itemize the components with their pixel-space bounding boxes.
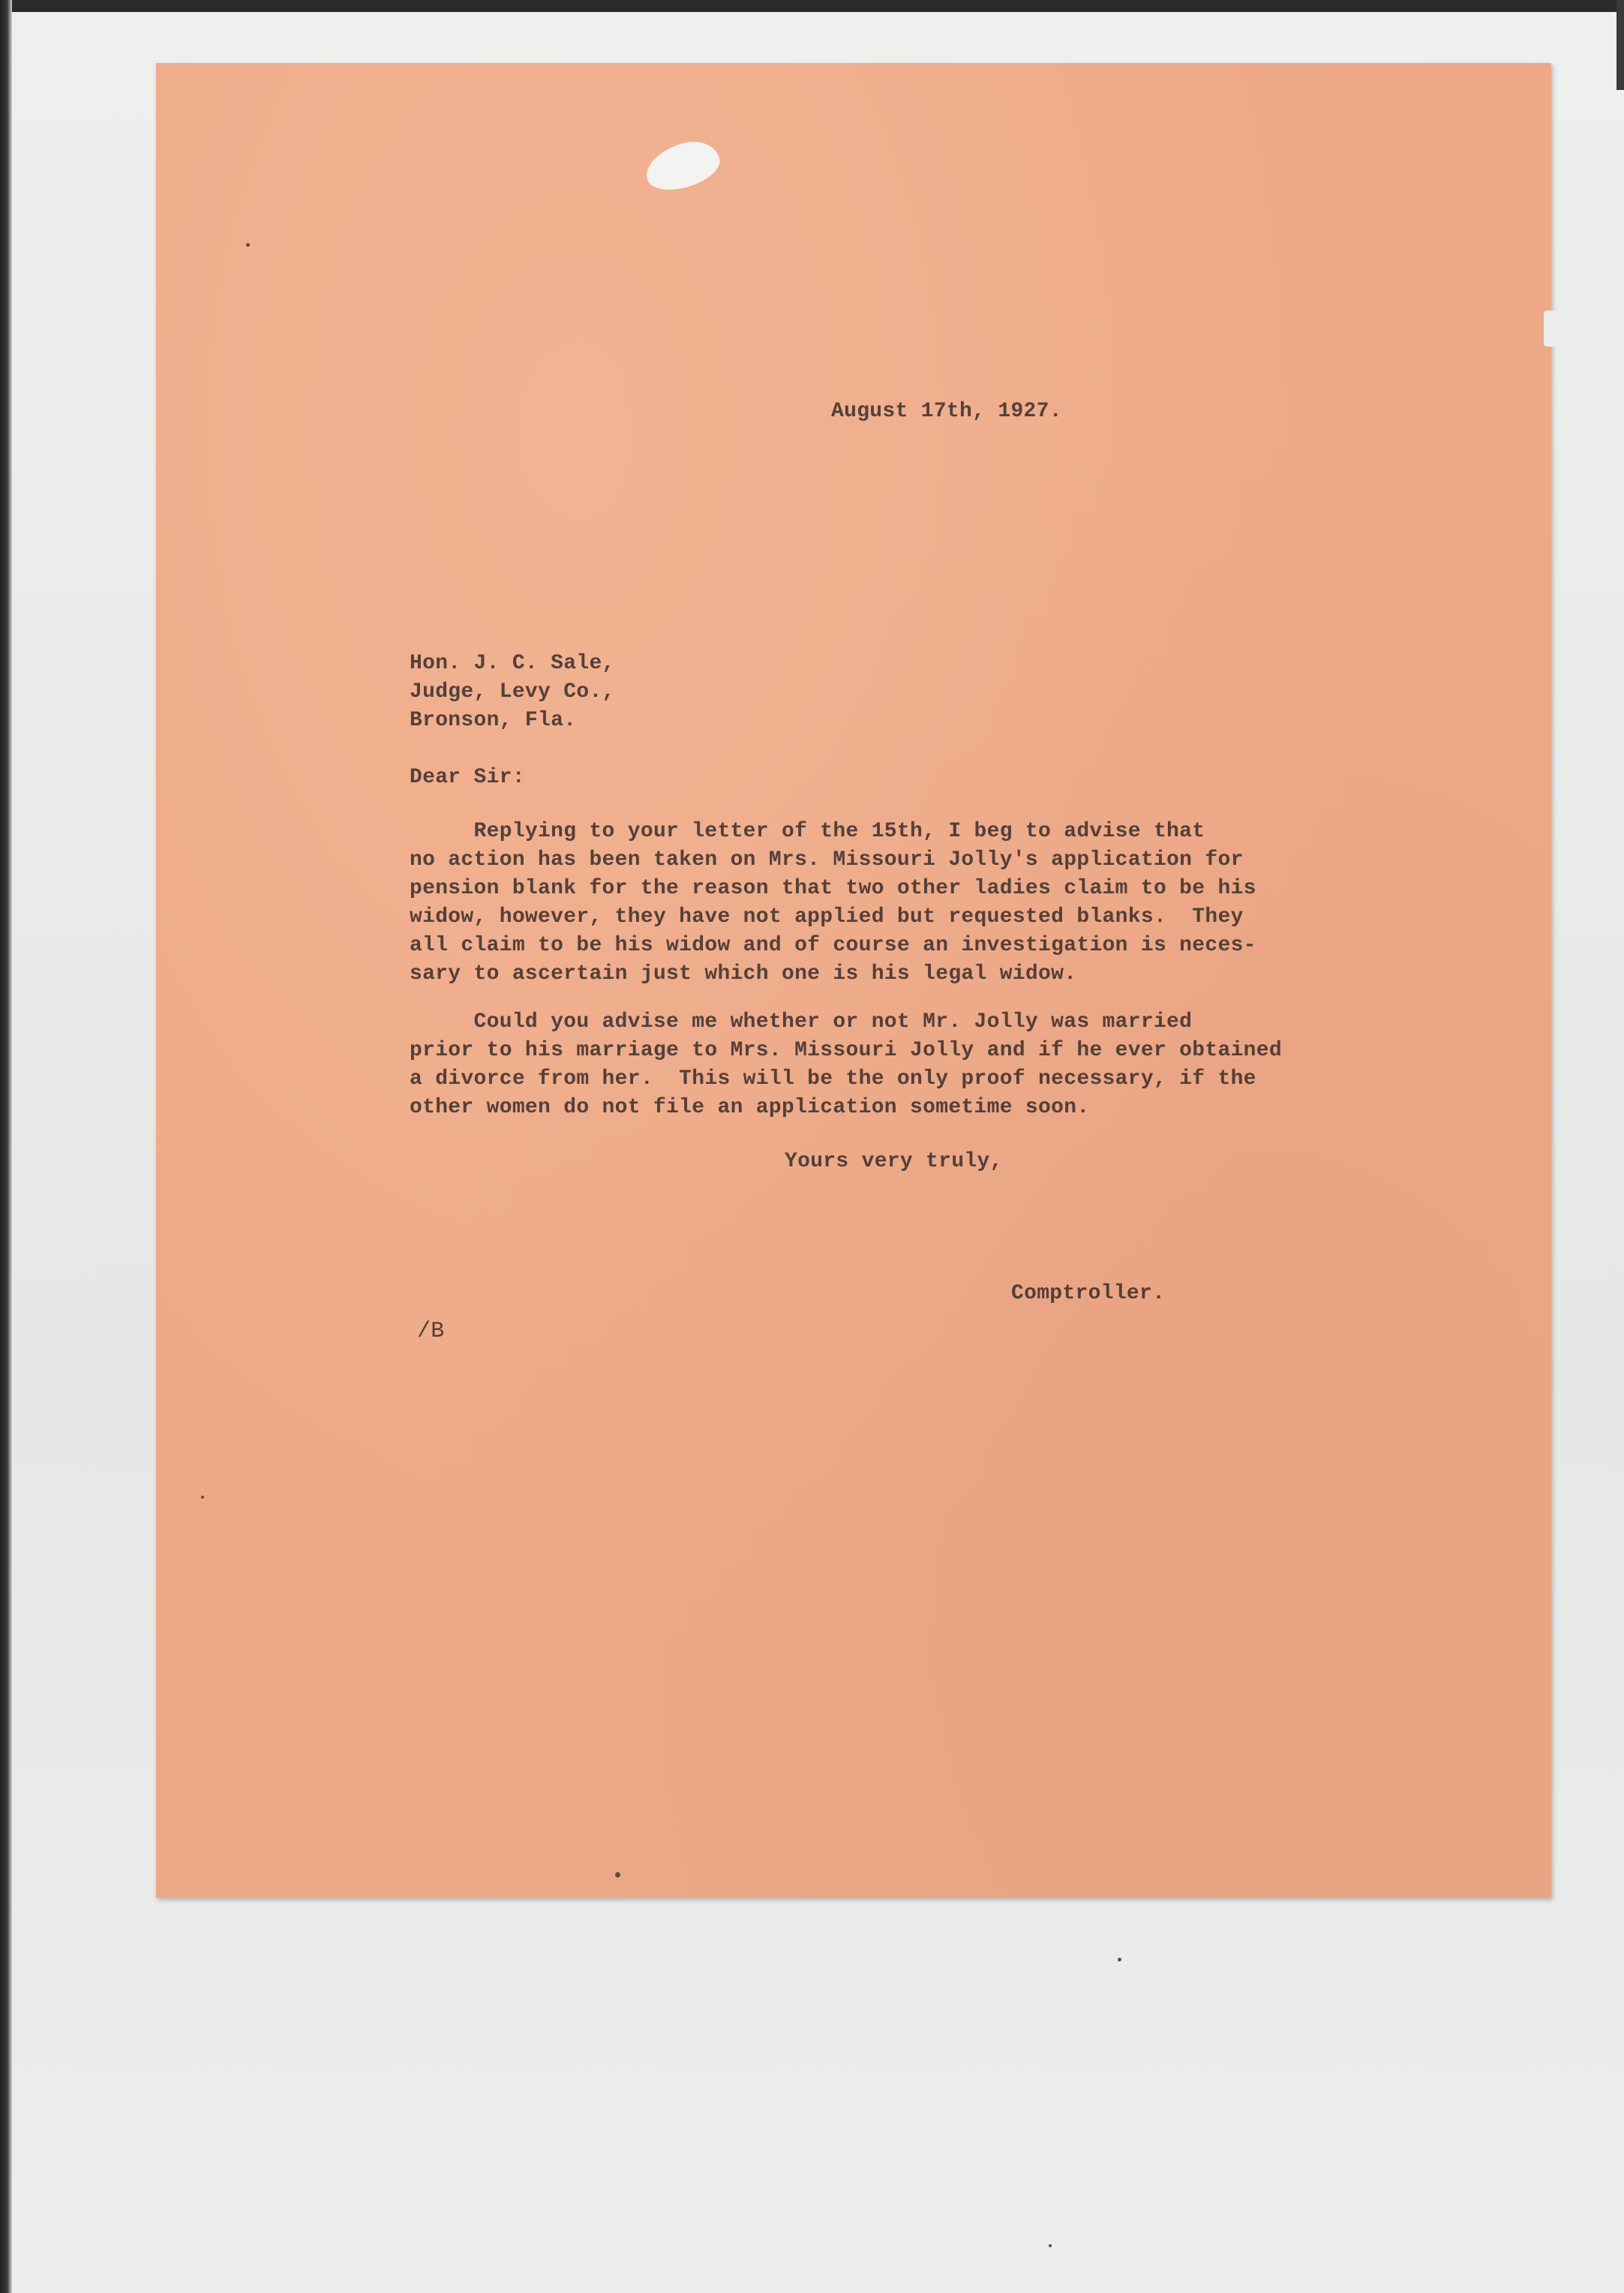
edge-notch [1544, 311, 1557, 347]
torn-hole [641, 136, 724, 196]
salutation: Dear Sir: [410, 766, 525, 789]
letter-date: August 17th, 1927. [831, 400, 1062, 423]
address-line: Bronson, Fla. [410, 709, 577, 732]
background-speck [1118, 1958, 1121, 1961]
body-line: no action has been taken on Mrs. Missouri Jolly's application for [410, 848, 1244, 872]
body-line: pension blank for the reason that two other ladies claim to be his [410, 877, 1256, 900]
address-line: Judge, Levy Co., [410, 680, 615, 704]
body-paragraph-1 [410, 818, 1256, 989]
paper-speck [201, 1496, 204, 1499]
body-line: Could you advise me whether or not Mr. Jolly was married [410, 1010, 1193, 1034]
paper-speck [615, 1872, 620, 1877]
body-line: other women do not file an application sometime soon. [410, 1096, 1090, 1119]
body-line: a divorce from her. This will be the only proof necessary, if the [410, 1067, 1256, 1091]
typist-initials: /B [417, 1319, 445, 1344]
scanner-left-edge [0, 0, 12, 2293]
body-line: widow, however, they have not applied but requested blanks. They [410, 905, 1244, 929]
signature-title: Comptroller. [1011, 1282, 1166, 1305]
address-line: Hon. J. C. Sale, [410, 652, 615, 675]
letter-sheet [156, 63, 1551, 1898]
body-paragraph-2 [410, 1008, 1282, 1122]
scanner-top-edge [0, 0, 1624, 12]
body-line: Replying to your letter of the 15th, I beg to advise that [410, 820, 1205, 843]
complimentary-closing: Yours very truly, [785, 1150, 1003, 1173]
body-line: sary to ascertain just which one is his legal widow. [410, 962, 1077, 986]
body-line: all claim to be his widow and of course an investigation is neces- [410, 934, 1256, 957]
scanner-right-edge [1616, 0, 1624, 90]
background-speck [1049, 2244, 1052, 2247]
body-line: prior to his marriage to Mrs. Missouri Jolly and if he ever obtained [410, 1039, 1282, 1062]
paper-speck [246, 243, 250, 247]
recipient-address [410, 650, 615, 735]
